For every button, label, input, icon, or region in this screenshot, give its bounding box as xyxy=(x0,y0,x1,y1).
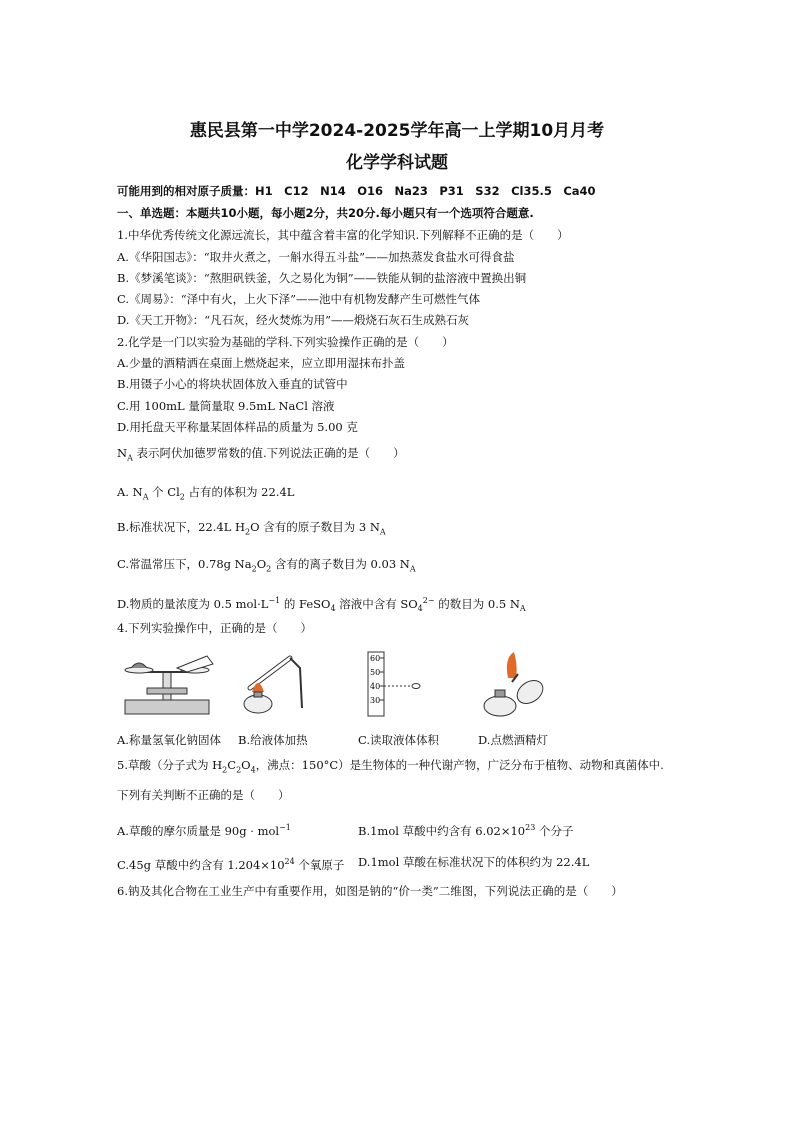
q3-stem: $N_A$ 表示阿伏加德罗常数的值.下列说法正确的是（ ） xyxy=(117,446,405,463)
alcohol-lamp-figure xyxy=(478,648,558,720)
q4-stem: 4.下列实验操作中，正确的是（ ） xyxy=(117,621,312,635)
q1-option-a: A.《华阳国志》：“取井火煮之，一斛水得五斗盐”——加热蒸发食盐水可得食盐 xyxy=(117,250,515,264)
balance-figure xyxy=(117,648,217,720)
q2-option-a: A.少量的酒精洒在桌面上燃烧起来，应立即用湿抹布扑盖 xyxy=(117,356,405,370)
q1-option-c: C.《周易》：“泽中有火，上火下泽”——池中有机物发酵产生可燃性气体 xyxy=(117,292,481,306)
q6-stem: 6.钠及其化合物在工业生产中有重要作用，如图是钠的“价一类”二维图，下列说法正确的是（ ） xyxy=(117,884,623,898)
q2-option-d: D.用托盘天平称量某固体样品的质量为 5.00 克 xyxy=(117,420,358,434)
q5-stem: 5.草酸（分子式为 $H_2C_2O_4$，沸点：150°C）是生物体的一种代谢产物，广泛分布于植物、动物和真菌体中. xyxy=(117,758,664,775)
q2-option-c: C.用 100mL 量筒量取 9.5mL NaCl 溶液 xyxy=(117,399,335,413)
exam-title: 惠民县第一中学2024-2025学年高一上学期10月月考 xyxy=(189,121,605,141)
q3-option-a: A. $N_A$ 个 $Cl_2$ 占有的体积为 22.4L xyxy=(117,485,295,502)
q5-option-a: A.草酸的摩尔质量是 90g · mol$^{-1}$ xyxy=(117,823,291,838)
cylinder-tick: 30 xyxy=(370,696,381,705)
q3-option-d: D.物质的量浓度为 0.5 $mol\cdot L^{-1}$ 的 FeSO$_4$ 溶液中含有 $SO_4^{2-}$ 的数目为 0.5 $N_A$ xyxy=(117,596,526,614)
cylinder-tick: 50 xyxy=(370,668,381,677)
section-heading: 一、单选题：本题共10小题，每小题2分，共20分.每小题只有一个选项符合题意. xyxy=(117,206,534,220)
q5-option-d: D.1mol 草酸在标准状况下的体积约为 22.4L xyxy=(358,855,590,869)
atomic-masses: 可能用到的相对原子质量：H1 C12 N14 O16 Na23 P31 S32 Cl35.5 Ca40 xyxy=(117,184,596,198)
q3-option-c: C.常温常压下，0.78g $Na_2O_2$ 含有的离子数目为 0.03 $N_A$ xyxy=(117,557,416,574)
exam-subtitle: 化学学科试题 xyxy=(346,153,448,173)
q1-option-b: B.《梦溪笔谈》：“熬胆矾铁釜，久之易化为铜”——铁能从铜的盐溶液中置换出铜 xyxy=(117,271,527,285)
q4-option-b: B.给液体加热 xyxy=(238,733,308,747)
q1-option-d: D.《天工开物》：“凡石灰，经火焚炼为用”——煅烧石灰石生成熟石灰 xyxy=(117,313,469,327)
q1-stem: 1.中华优秀传统文化源远流长，其中蕴含着丰富的化学知识.下列解释不正确的是（ ） xyxy=(117,228,569,242)
q5-option-c: C.45g 草酸中约含有 $1.204\times 10^{24}$ 个氧原子 xyxy=(117,857,345,872)
cylinder-tick: 40 xyxy=(370,682,381,691)
heating-figure xyxy=(238,648,308,720)
cylinder-figure xyxy=(360,648,430,720)
q4-option-a: A.称量氢氧化钠固体 xyxy=(117,733,221,747)
q2-stem: 2.化学是一门以实验为基础的学科.下列实验操作正确的是（ ） xyxy=(117,335,454,349)
q4-option-d: D.点燃酒精灯 xyxy=(478,733,548,747)
q5-stem-2: 下列有关判断不正确的是（ ） xyxy=(117,788,290,802)
cylinder-tick: 60 xyxy=(370,654,381,663)
q4-option-c: C.读取液体体积 xyxy=(358,733,440,747)
q3-option-b: B.标准状况下，22.4L $H_2O$ 含有的原子数目为 3 $N_A$ xyxy=(117,520,386,537)
q2-option-b: B.用镊子小心的将块状固体放入垂直的试管中 xyxy=(117,377,348,391)
q5-option-b: B.1mol 草酸中约含有 $6.02\times 10^{23}$ 个分子 xyxy=(358,823,574,838)
